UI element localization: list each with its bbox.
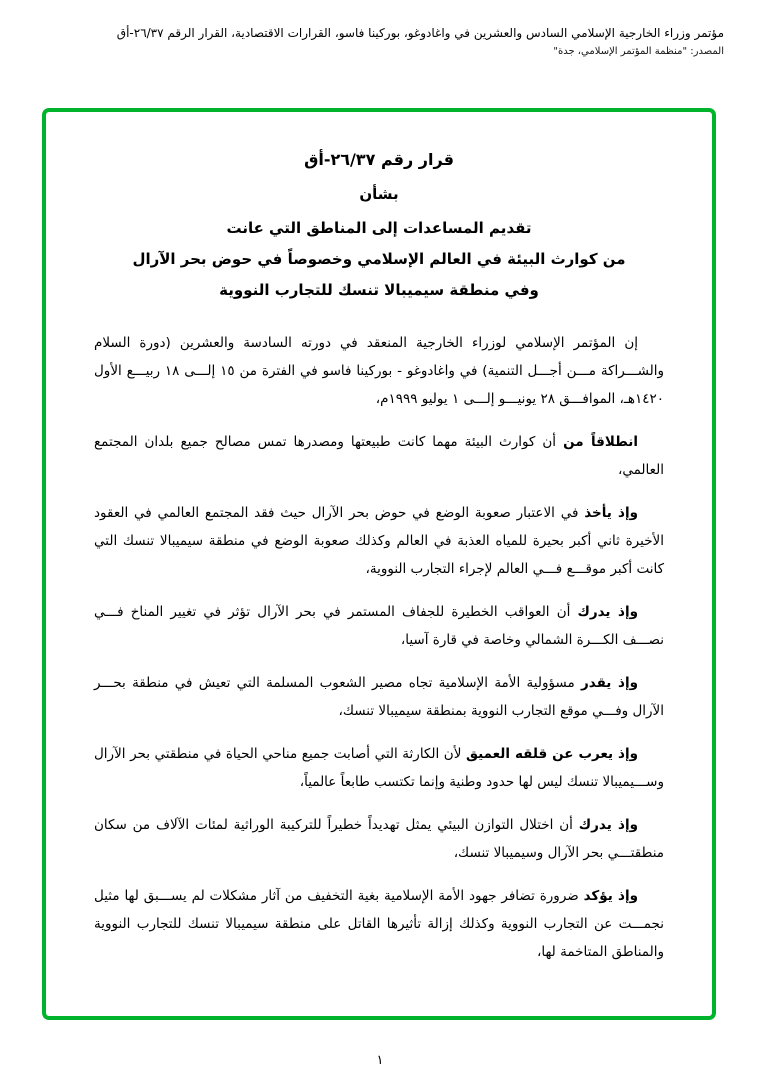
- paragraph-clause-6: [94, 811, 664, 867]
- paragraph-clause-7: [94, 882, 664, 966]
- paragraph-text: أن كوارث البيئة مهما كانت طبيعتها ومصدرها تمس مصالح جميع بلدان المجتمع العالمي،: [94, 434, 664, 478]
- paragraph-clause-3: [94, 598, 664, 654]
- resolution-number: قرار رقم ٢٦/٣٧-أق: [304, 150, 454, 169]
- paragraph-text: ضرورة تضافر جهود الأمة الإسلامية بغية التخفيف من آثار مشكلات لم يســـبق لها مثيل نجمـــت عن التجارب النووية وكذلك إزالة تأثيرها القاتل على منطقة سيميبالا تنسك للتجارب النووية والمناطق المتاخمة لها،: [94, 888, 664, 960]
- page-footer: [0, 1053, 760, 1068]
- paragraph-lead: وإذ يقدر: [581, 675, 638, 691]
- paragraph-text: في الاعتبار صعوبة الوضع في حوض بحر الآرال حيث فقد المجتمع العالمي في العقود الأخيرة ثاني أكبر بحيرة للمياه العذبة في العالم وكذلك صعوبة الوضع في منطقة سيميبالا تنسك التي كانت أكبر موقـــع فـــي العالم لإجراء التجارب النووية،: [94, 505, 664, 577]
- document-frame: [42, 108, 716, 1020]
- paragraph-preamble: [94, 329, 664, 413]
- paragraph-clause-4: [94, 669, 664, 725]
- paragraph-text: إن المؤتمر الإسلامي لوزراء الخارجية المنعقد في دورته السادسة والعشرين (دورة السلام والشـــراكة مـــن أجـــل التنمية) في واغادوغو - بوركينا فاسو في الفترة من ١٥ إلـــى ١٨ ربيـــع الأول ١٤٢٠هـ، الموافـــق ٢٨ يونيـــو إلـــى ١ يوليو ١٩٩٩م،: [94, 335, 664, 407]
- header-source: المصدر: "منظمة المؤتمر الإسلامي، جدة": [553, 46, 724, 58]
- paragraph-clause-2: [94, 499, 664, 583]
- paragraph-text: أن اختلال التوازن البيئي يمثل تهديداً خطيراً للتركيبة الوراثية لمئات الآلاف من سكان منطقتـــي بحر الآرال وسيميبالا تنسك،: [94, 817, 664, 861]
- paragraph-text: أن العواقب الخطيرة للجفاف المستمر في بحر الآرال تؤثر في تغيير المناخ فـــي نصـــف الكـــرة الشمالي وخاصة في قارة آسيا،: [94, 604, 664, 648]
- paragraph-lead: وإذ يؤكد: [583, 888, 638, 904]
- paragraph-lead: وإذ يأخذ: [584, 505, 639, 521]
- paragraph-lead: انطلاقاً من: [563, 434, 638, 450]
- resolution-subject-line-2: من كوارث البيئة في العالم الإسلامي وخصوصاً في حوض بحر الآرال: [132, 250, 626, 268]
- paragraph-lead: وإذ يدرك: [577, 604, 638, 620]
- resolution-document: [46, 112, 712, 1016]
- resolution-subject-line-1: تقديم المساعدات إلى المناطق التي عانت: [226, 219, 532, 237]
- paragraph-clause-5: [94, 740, 664, 796]
- page-number: ١: [376, 1053, 384, 1068]
- resolution-regarding: بشأن: [359, 185, 399, 203]
- paragraph-lead: وإذ يدرك: [578, 817, 638, 833]
- resolution-body: [94, 329, 664, 966]
- paragraph-text: لأن الكارثة التي أصابت جميع مناحي الحياة في منطقتي بحر الآرال وســـيميبالا تنسك ليس لها حدود وطنية وإنما تكتسب طابعاً عالمياً،: [94, 746, 664, 790]
- resolution-subject-line-3: وفي منطقة سيميبالا تنسك للتجارب النووية: [219, 281, 539, 299]
- document-header: [0, 0, 760, 57]
- paragraph-lead: وإذ يعرب عن قلقه العميق: [465, 746, 639, 762]
- paragraph-text: مسؤولية الأمة الإسلامية تجاه مصير الشعوب المسلمة التي تعيش في منطقة بحـــر الآرال وفـــي موقع التجارب النووية بمنطقة سيميبالا تنسك،: [94, 675, 664, 719]
- paragraph-clause-1: [94, 428, 664, 484]
- resolution-title-block: [94, 150, 664, 299]
- header-citation: مؤتمر وزراء الخارجية الإسلامي السادس والعشرين في واغادوغو، بوركينا فاسو، القرارات الاقتصادية، القرار الرقم ٢٦/٣٧-أق: [116, 26, 724, 40]
